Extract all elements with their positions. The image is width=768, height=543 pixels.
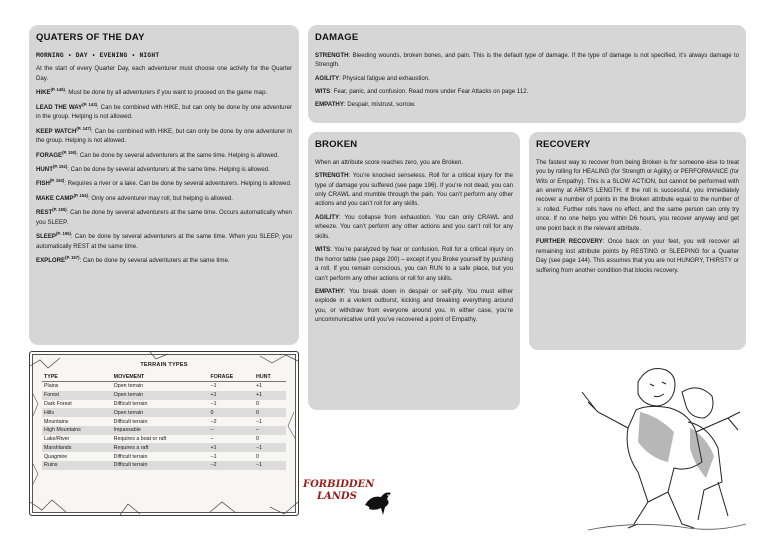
activity-name: HUNT (36, 165, 53, 173)
damage-item-label: EMPATHY (315, 101, 344, 109)
further-recovery-text: : Once back on your feet, you will recover all remaining lost attribute points by RESTING or SLEEPING for a Quarter Day (see page 144). This assumes that you are not HUNGRY, THIRSTY or suffering from another condition that blocks recovery. (536, 238, 740, 274)
activity-text: : Can be done by several adventurers at the same time. Occurs automatically when you SLEEP. (36, 209, 292, 226)
broken-item-label: STRENGTH (315, 172, 349, 180)
terrain-column-header: TYPE (42, 372, 112, 382)
activity-text: : Can be done by several adventurers at the same time. When you SLEEP, you automatically REST at the same time. (36, 233, 292, 250)
table-cell: Difficult terrain (112, 461, 209, 470)
recovery-para2 (536, 237, 739, 275)
activity-name: MAKE CAMP (36, 194, 74, 202)
table-cell: Impassable (112, 426, 209, 435)
broken-list (315, 171, 513, 325)
damage-item (315, 51, 739, 70)
broken-item (315, 171, 513, 209)
activity-page-ref: (P. 157) (65, 255, 80, 261)
activity-name: FORAGE (36, 151, 63, 159)
activity-page-ref: (P. 155) (52, 207, 67, 213)
table-cell: – (254, 426, 286, 435)
logo-line-1: FORBIDDEN (303, 479, 375, 490)
table-cell: Hills (42, 408, 112, 417)
recovery-title: RECOVERY (536, 139, 591, 150)
table-cell: Open terrain (112, 408, 209, 417)
quarters-intro: At the start of every Quarter Day, each adventurer must choose one activity for the Quarter Day. (36, 65, 292, 82)
activity-page-ref: (P. 146) (50, 87, 65, 93)
damage-list (315, 51, 739, 110)
broken-panel (308, 132, 520, 410)
table-cell: Difficult terrain (113, 400, 148, 407)
broken-item-text: : You break down in despair or self-pity. You must either explode in a violent outburst, kicking and breaking everything around you, or withdraw from everyone around you. In either case, you’re uncommunicative until you’ve recovered a point of Empathy. (315, 287, 513, 324)
activity-item (36, 231, 292, 251)
activity-item (36, 255, 292, 265)
broken-item (315, 287, 513, 325)
broken-intro: When an attribute score reaches zero, you are Broken. (315, 158, 464, 166)
table-cell: −1 (210, 383, 217, 390)
table-cell: Difficult terrain (113, 418, 148, 425)
table-cell: Mountains (44, 418, 69, 425)
damage-item-text: : Despair, mistrust, sorrow. (343, 101, 416, 109)
raven-icon (361, 485, 395, 519)
damage-item-text: : Physical fatigue and exhaustion. (339, 74, 430, 82)
activity-text: : Can be combined with HIKE, but can only be done by one adventurer in the group. Helping is not allowed. (36, 103, 292, 121)
activity-name: LEAD THE WAY (36, 103, 83, 111)
activity-item (36, 87, 292, 97)
table-cell: +1 (254, 391, 286, 400)
table-cell: 0 (256, 400, 259, 407)
table-cell: Open terrain (112, 391, 209, 400)
table-cell: 0 (256, 436, 259, 443)
broken-item-label: EMPATHY (315, 287, 344, 295)
damage-item-label: AGILITY (315, 74, 340, 82)
table-cell: −1 (256, 418, 263, 425)
table-cell: Marshlands (42, 443, 112, 452)
table-cell: Plains (44, 383, 59, 390)
activity-page-ref: (P. 154) (73, 192, 88, 198)
table-cell: Ruins (42, 461, 112, 470)
activity-text: : Can be done by several adventurers at the same time. Helping is allowed. (76, 151, 279, 159)
activity-text: : Requires a river or a lake. Can be done by several adventurers. Helping is allowed. (64, 180, 292, 188)
table-cell: – (208, 426, 254, 435)
activity-name: REST (36, 209, 53, 217)
warrior-illustration (578, 352, 748, 532)
activity-text: : Can be combined with HIKE, but can only be done by one adventurer in the group. Helping is not allowed. (36, 127, 292, 145)
quarters-subline: MORNING • DAY • EVENING • NIGHT (36, 51, 160, 59)
table-cell: Requires a boat or raft (113, 436, 167, 443)
activity-item (36, 126, 292, 146)
table-cell: Requires a raft (112, 443, 209, 452)
terrain-column-header: HUNT (254, 372, 286, 382)
damage-item-label: WITS (315, 88, 331, 96)
activity-page-ref: (P. 153) (49, 178, 65, 184)
table-cell: 0 (208, 408, 254, 417)
broken-title: BROKEN (315, 139, 358, 150)
activity-item (36, 207, 292, 227)
further-recovery-label: FURTHER RECOVERY (536, 238, 603, 246)
activity-name: HIKE (36, 89, 51, 97)
damage-item (315, 74, 739, 83)
activity-text: : Can be done by several adventurers at the same time. Helping is allowed. (67, 165, 270, 173)
damage-item (315, 100, 739, 109)
logo-line-2: LANDS (317, 491, 357, 502)
table-cell: −2 (210, 418, 217, 425)
recovery-panel (529, 132, 746, 350)
activity-name: FISH (36, 180, 50, 188)
table-cell: +1 (256, 383, 263, 390)
parchment-cracks-decoration (30, 352, 298, 515)
table-cell: 0 (254, 408, 286, 417)
activity-text: : Only one adventurer may roll, but helping is allowed. (87, 194, 233, 202)
terrain-title: TERRAIN TYPES (140, 362, 188, 368)
damage-item (315, 87, 739, 96)
activity-page-ref: (P. 147) (76, 125, 92, 131)
terrain-column-header: FORAGE (208, 372, 254, 382)
table-cell: Forest (42, 391, 112, 400)
table-cell: Quagmire (44, 453, 68, 460)
table-cell: 0 (256, 453, 259, 460)
activity-item (36, 150, 292, 160)
activity-text: : Must be done by all adventurers if you want to proceed on the game map. (64, 89, 268, 97)
damage-item-text: : Bleeding wounds, broken bones, and pain. This is the default type of damage. If the type of damage is not specified, it’s always damage to Strength. (315, 51, 739, 69)
damage-panel (308, 25, 746, 123)
terrain-column-header: MOVEMENT (112, 372, 209, 382)
activity-page-ref: (P. 156) (55, 231, 71, 237)
recovery-para1: The fastest way to recover from being Broken is for someone else to treat you by rolling for HEALING (for Strength or Agility) or PERFORMANCE (for Wits or Empathy). This is a SLOW ACTION, but cannot be performed with an enemy at ARM’S LENGTH. If the roll is successful, you immediately recover a number of points in the Broken attribute equal to the number of ⚔ rolled. Further rolls have no effect, and the same person can only try once. If no one helps you within D6 hours, you recover anyway and get one point back in the relevant attribute. (536, 158, 739, 232)
activity-name: EXPLORE (36, 257, 66, 265)
table-cell: Difficult terrain (113, 453, 148, 460)
activity-name: SLEEP (36, 233, 56, 241)
table-cell: −1 (254, 461, 286, 470)
table-cell: Open terrain (113, 383, 144, 390)
broken-item (315, 213, 513, 241)
broken-item-text: : You’re knocked senseless. Roll for a critical injury for the type of damage you suffered (see page 196). If you’re not dead, you can only CRAWL and mumble through the pain. You can’t perform any other actions and you can’t roll for any skills. (315, 172, 513, 208)
activity-item (36, 102, 292, 122)
table-cell: +1 (208, 443, 254, 452)
forbidden-lands-logo (303, 477, 413, 521)
terrain-types-card (29, 351, 299, 516)
table-cell: Dark Forest (44, 400, 72, 407)
activities-list (36, 87, 292, 265)
activity-page-ref: (P. 143) (82, 101, 97, 107)
activity-item (36, 193, 292, 203)
activity-name: KEEP WATCH (36, 127, 77, 135)
damage-title: DAMAGE (315, 32, 359, 43)
broken-item (315, 245, 513, 283)
table-cell: Lake/River (44, 436, 70, 443)
activity-item (36, 178, 292, 188)
broken-item-label: WITS (315, 246, 331, 254)
table-cell: −1 (254, 443, 286, 452)
damage-item-label: STRENGTH (315, 51, 349, 59)
table-cell: High Mountains (42, 426, 112, 435)
quarters-title: QUATERS OF THE DAY (36, 32, 145, 43)
damage-item-text: : Fear, panic, and confusion. Read more under Fear Attacks on page 112. (330, 88, 529, 96)
table-cell: −2 (208, 461, 254, 470)
activity-page-ref: (P. 150) (62, 149, 77, 155)
broken-item-text: : You collapse from exhaustion. You can only CRAWL and wheeze. You can’t perform any other actions and you can’t roll for any skills. (315, 213, 513, 240)
broken-item-label: AGILITY (315, 213, 340, 221)
broken-item-text: : You’re paralyzed by fear or confusion. Roll for a critical injury on the horror table (see page 200) – except if you Broke yourself by pushing a roll. If you remain conscious, you can RUN to a safe place, but you can’t perform any other actions or roll for any skills. (315, 246, 513, 282)
table-cell: – (210, 436, 214, 443)
quarters-of-the-day-panel (29, 25, 299, 345)
activity-page-ref: (P. 151) (52, 163, 68, 169)
table-cell: +1 (208, 391, 254, 400)
activity-text: : Can be done by several adventurers at the same time. (79, 257, 230, 265)
table-cell: −1 (210, 400, 217, 407)
activity-item (36, 164, 292, 174)
table-cell: −1 (210, 453, 217, 460)
